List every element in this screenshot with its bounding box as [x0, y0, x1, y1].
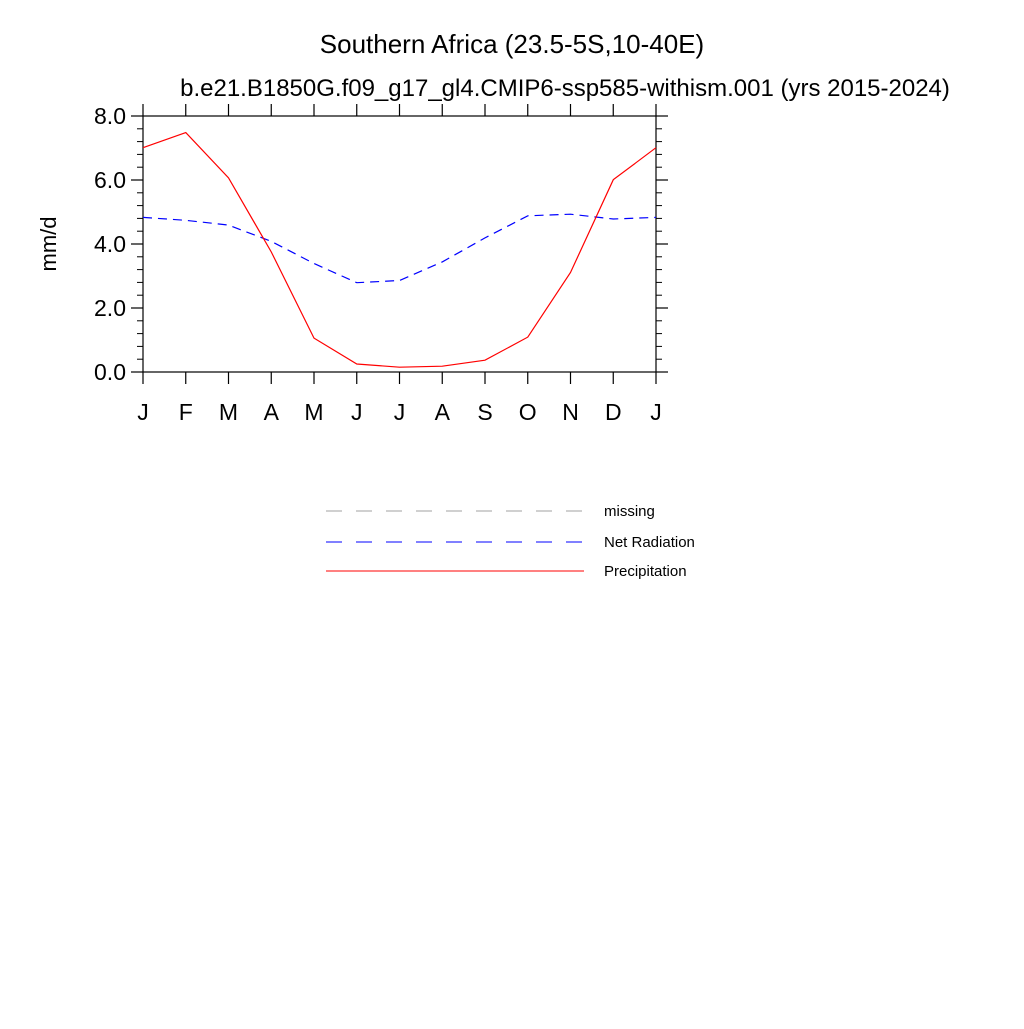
x-tick-label: F [178, 399, 193, 425]
y-tick-label: 2.0 [94, 295, 126, 321]
legend-label-net-radiation: Net Radiation [604, 534, 695, 551]
chart-title: Southern Africa (23.5-5S,10-40E) [319, 29, 705, 59]
chart-subtitle: b.e21.B1850G.f09_g17_gl4.CMIP6-ssp585-withism.001 (yrs 2015-2024) [180, 75, 950, 102]
plot-area [94, 103, 668, 425]
x-tick-label: A [263, 399, 279, 425]
legend-label-missing: missing [604, 503, 655, 520]
plot-frame [143, 116, 656, 372]
legend-label-precipitation: Precipitation [604, 563, 687, 580]
y-axis-label: mm/d [36, 216, 61, 272]
y-tick-label: 8.0 [94, 103, 126, 129]
y-tick-label: 4.0 [94, 231, 126, 257]
x-tick-label: M [218, 399, 239, 425]
y-tick-label: 6.0 [94, 167, 126, 193]
x-tick-label: J [650, 399, 662, 425]
series-line-net-radiation [143, 214, 656, 283]
series-line-precipitation [143, 133, 656, 368]
x-tick-label: J [351, 399, 363, 425]
x-tick-label: D [604, 399, 622, 425]
legend [326, 503, 695, 580]
x-tick-label: J [137, 399, 149, 425]
x-tick-label: A [434, 399, 450, 425]
x-tick-label: M [304, 399, 324, 425]
y-tick-label: 0.0 [94, 359, 126, 385]
x-tick-label: J [393, 399, 406, 425]
x-tick-label: O [518, 399, 537, 425]
x-tick-label: N [562, 399, 579, 425]
x-tick-label: S [477, 399, 493, 425]
